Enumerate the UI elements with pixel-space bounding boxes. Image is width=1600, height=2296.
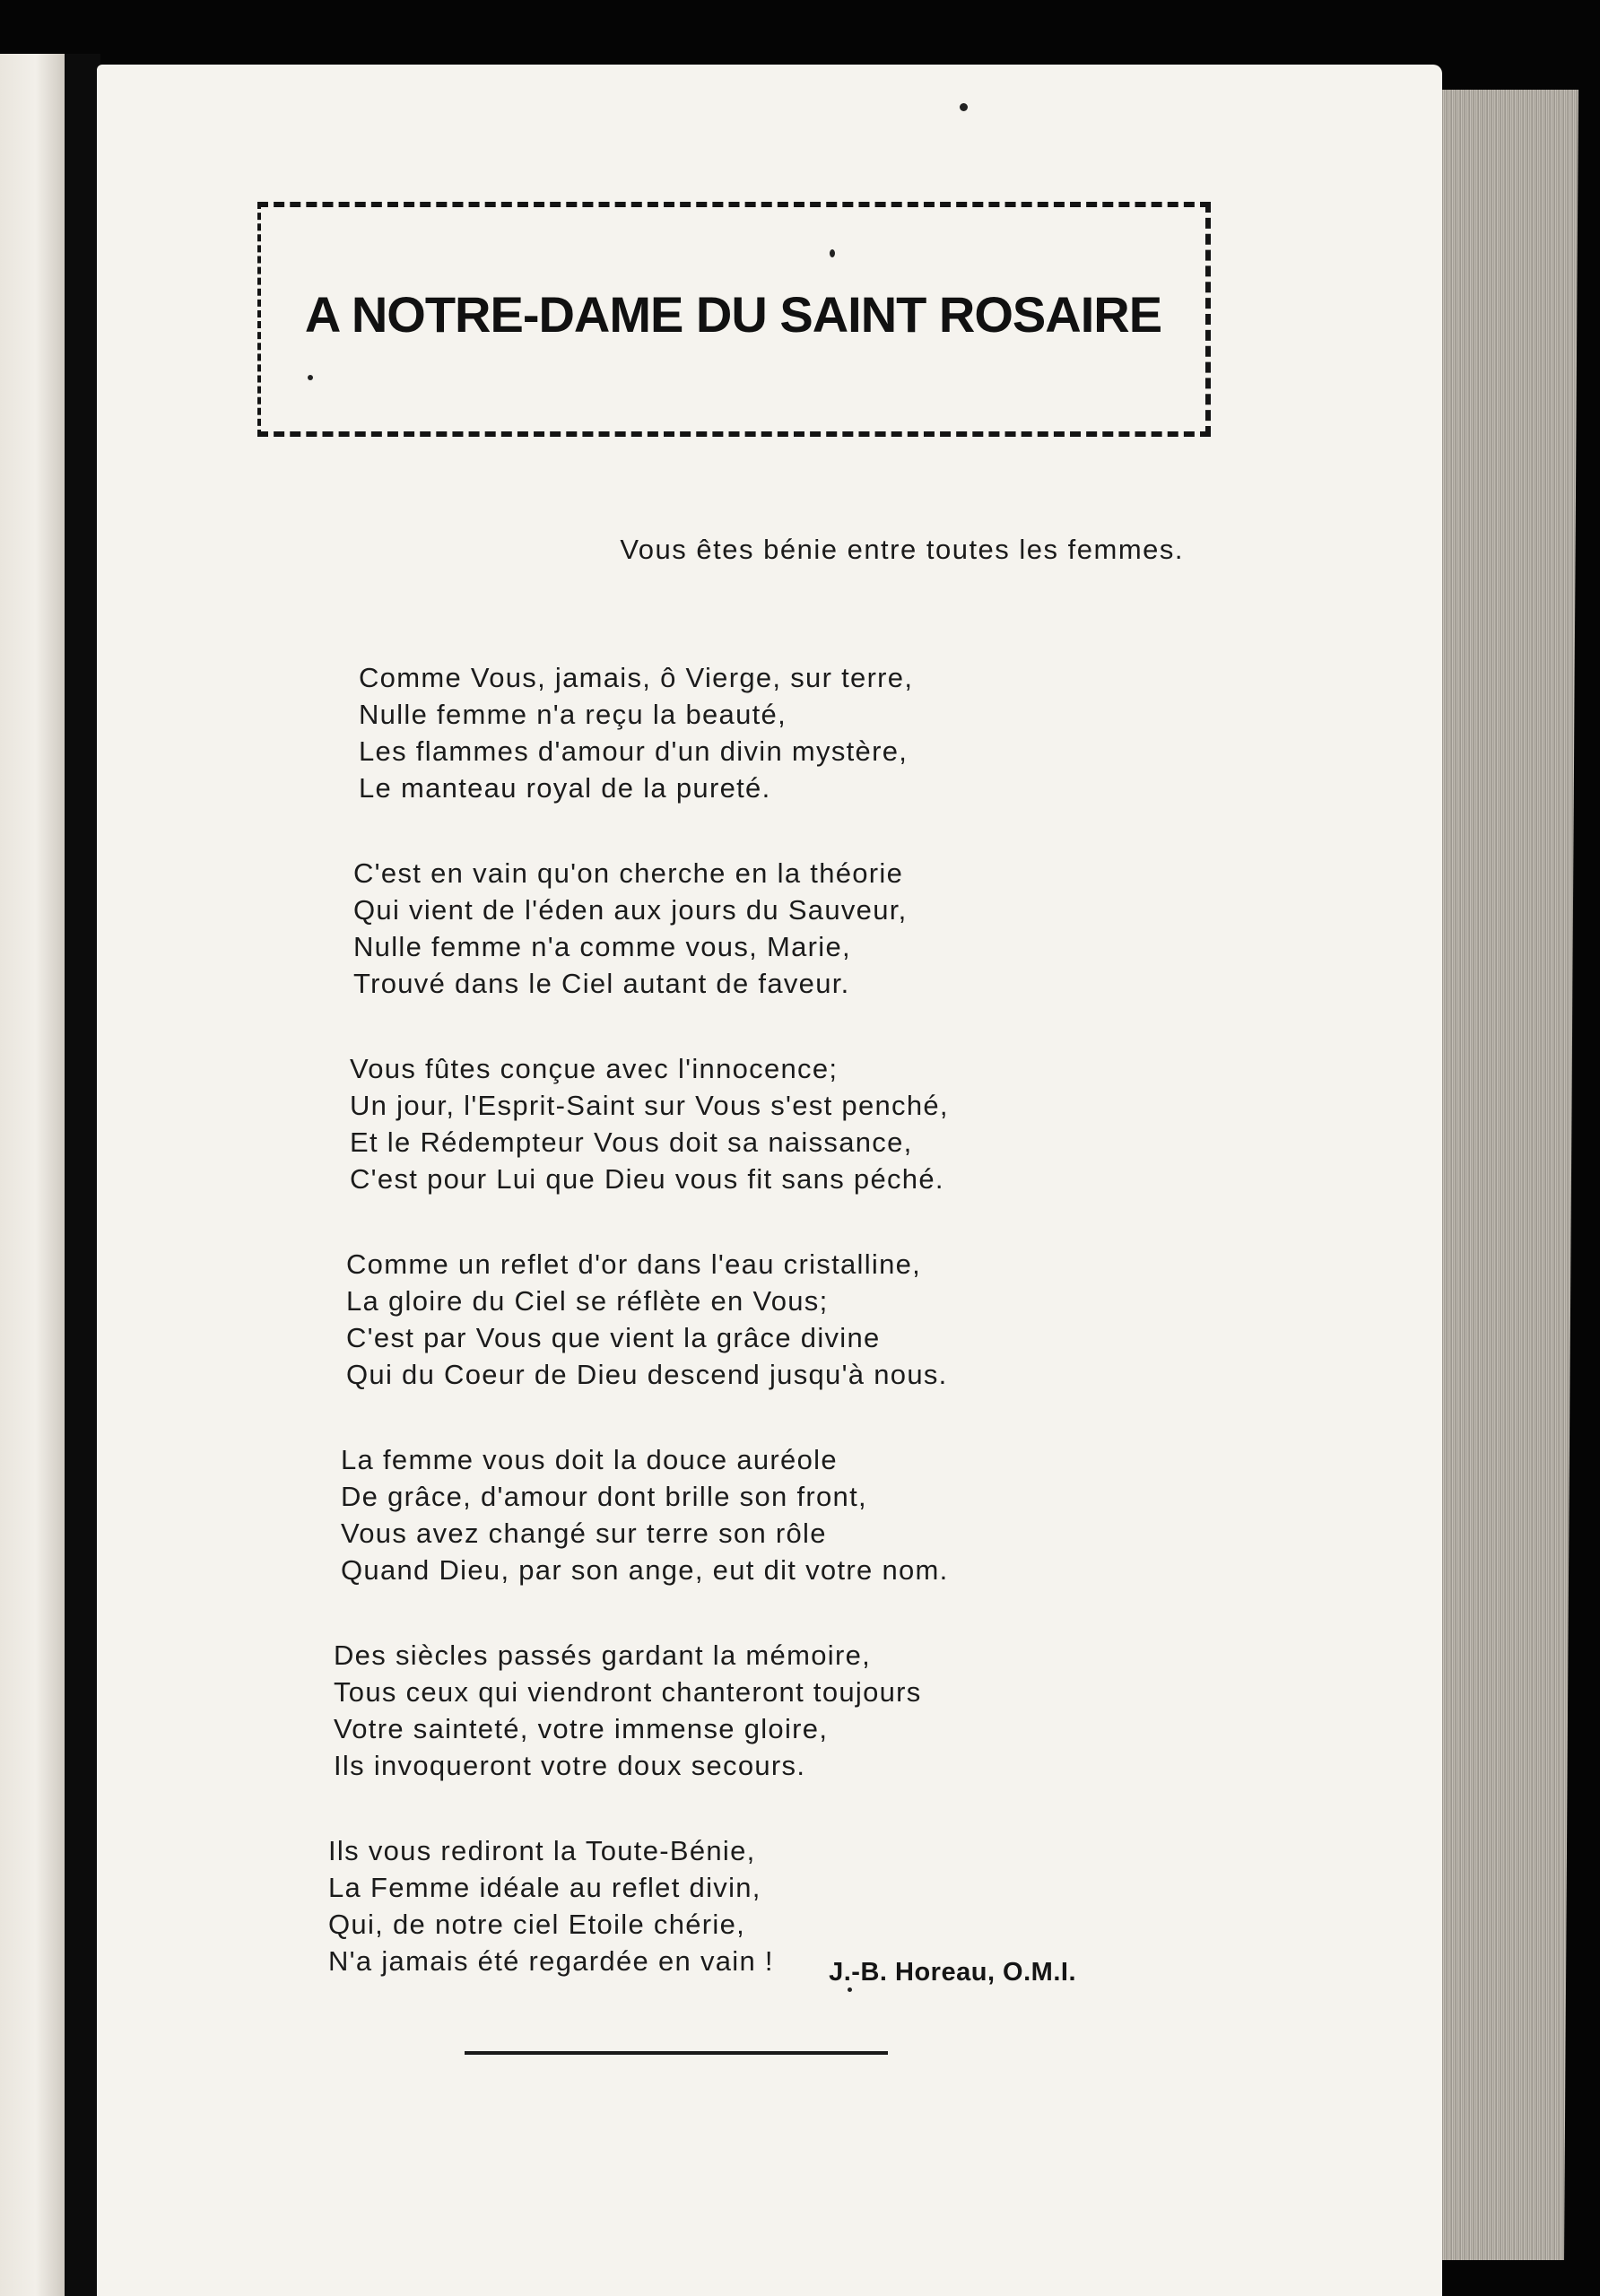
title-frame xyxy=(257,202,1211,437)
poem-line: C'est en vain qu'on cherche en la théorie xyxy=(353,857,904,889)
poem-line: Le manteau royal de la pureté. xyxy=(359,772,771,804)
poem-line: Ils vous rediront la Toute-Bénie, xyxy=(328,1835,756,1866)
poem-line: La gloire du Ciel se réflète en Vous; xyxy=(346,1285,829,1317)
poem-line: Vous avez changé sur terre son rôle xyxy=(341,1518,827,1549)
author-signature: J.-B. Horeau, O.M.I. xyxy=(829,1958,1076,1987)
poem-line: Et le Rédempteur Vous doit sa naissance, xyxy=(350,1126,913,1158)
poem-line: Comme un reflet d'or dans l'eau cristalline, xyxy=(346,1248,922,1280)
poem-line: Tous ceux qui viendront chanteront toujours xyxy=(334,1676,922,1708)
print-speck xyxy=(960,103,968,111)
epigraph: Vous êtes bénie entre toutes les femmes. xyxy=(620,534,1184,565)
poem-line: Trouvé dans le Ciel autant de faveur. xyxy=(353,968,850,999)
poem-line: Quand Dieu, par son ange, eut dit votre nom. xyxy=(341,1554,949,1586)
poem-line: C'est pour Lui que Dieu vous fit sans péché. xyxy=(350,1163,944,1195)
poem-line: Vous fûtes conçue avec l'innocence; xyxy=(350,1053,839,1084)
poem-line: Qui vient de l'éden aux jours du Sauveur, xyxy=(353,894,908,926)
poem-line: Qui du Coeur de Dieu descend jusqu'à nous. xyxy=(346,1359,948,1390)
poem-line: N'a jamais été regardée en vain ! xyxy=(328,1945,774,1977)
stanza-3 xyxy=(350,1050,1238,1197)
poem-line: De grâce, d'amour dont brille son front, xyxy=(341,1481,867,1512)
stanza-5 xyxy=(341,1441,1238,1588)
stanza-4 xyxy=(346,1246,1238,1393)
poem-line: Qui, de notre ciel Etoile chérie, xyxy=(328,1909,746,1940)
poem-line: Nulle femme n'a comme vous, Marie, xyxy=(353,931,851,962)
poem-line: Ils invoqueront votre doux secours. xyxy=(334,1750,806,1781)
stanza-1 xyxy=(359,659,1238,806)
poem xyxy=(328,659,1238,2028)
poem-line: Les flammes d'amour d'un divin mystère, xyxy=(359,735,909,767)
poem-line: La Femme idéale au reflet divin, xyxy=(328,1872,761,1903)
poem-line: Des siècles passés gardant la mémoire, xyxy=(334,1639,872,1671)
poem-line: Nulle femme n'a reçu la beauté, xyxy=(359,699,787,730)
closing-rule xyxy=(465,2051,888,2055)
poem-line: La femme vous doit la douce auréole xyxy=(341,1444,838,1475)
print-speck xyxy=(308,375,313,380)
poem-line: Un jour, l'Esprit-Saint sur Vous s'est penché, xyxy=(350,1090,949,1121)
stanza-7 xyxy=(328,1832,1238,1979)
poem-line: Votre sainteté, votre immense gloire, xyxy=(334,1713,829,1744)
facing-page-edge xyxy=(0,54,65,2296)
page-title: A NOTRE-DAME DU SAINT ROSAIRE xyxy=(304,286,1162,343)
stanza-6 xyxy=(334,1637,1238,1784)
poem-line: C'est par Vous que vient la grâce divine xyxy=(346,1322,881,1353)
book-gutter xyxy=(65,54,100,2296)
poem-line: Comme Vous, jamais, ô Vierge, sur terre, xyxy=(359,662,914,693)
stanza-2 xyxy=(353,855,1238,1002)
print-speck xyxy=(848,1987,852,1992)
print-speck xyxy=(830,249,835,257)
